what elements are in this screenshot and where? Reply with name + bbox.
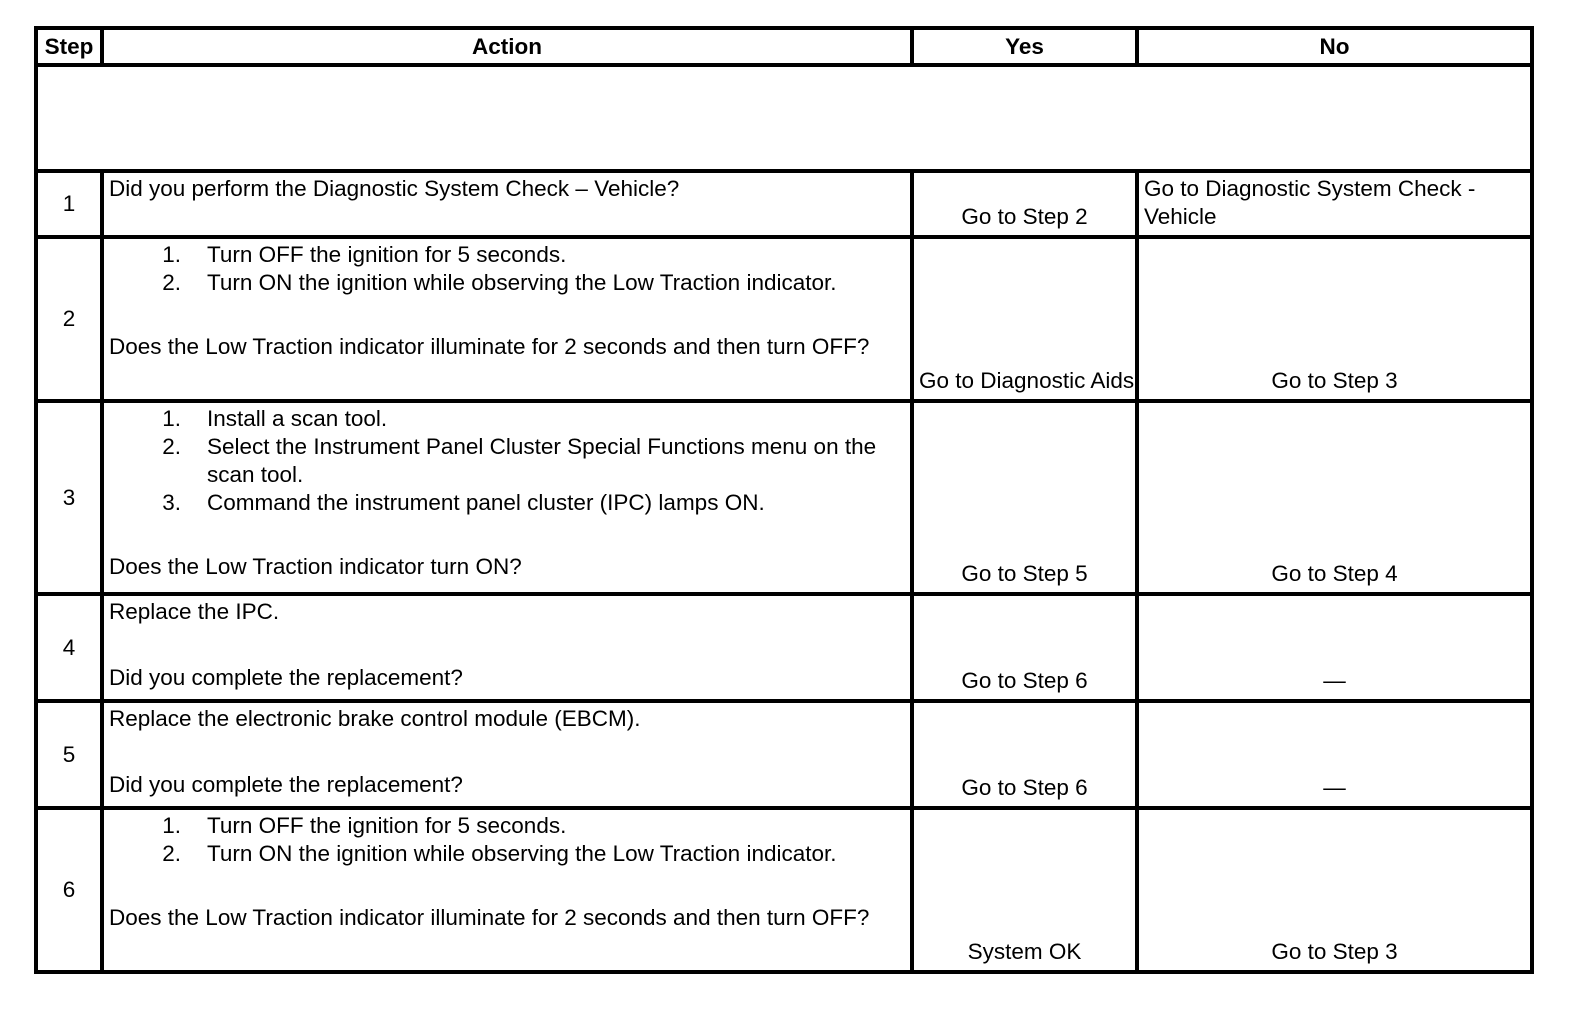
diagnostic-table — [34, 26, 1534, 974]
no-cell: Go to Step 3 — [1137, 237, 1532, 401]
action-cell — [102, 808, 912, 972]
step-number: 3 — [36, 401, 102, 594]
no-cell: — — [1137, 594, 1532, 701]
action-text: Replace the IPC. — [109, 599, 280, 624]
yes-cell: Go to Step 5 — [912, 401, 1137, 594]
action-cell — [102, 401, 912, 594]
table-row — [36, 808, 1532, 972]
action-question: Does the Low Traction indicator illuminate for 2 seconds and then turn OFF? — [109, 334, 870, 359]
table-row — [36, 594, 1532, 701]
action-steps — [109, 812, 906, 868]
action-question: Did you complete the replacement? — [109, 772, 463, 797]
action-question: Did you complete the replacement? — [109, 665, 463, 690]
action-question: Does the Low Traction indicator turn ON? — [109, 554, 522, 579]
list-item: 1. Install a scan tool. — [162, 406, 388, 431]
header-no: No — [1137, 28, 1532, 65]
list-item: 1. Turn OFF the ignition for 5 seconds. — [162, 813, 567, 838]
header-action: Action — [102, 28, 912, 65]
table-row — [36, 401, 1532, 594]
step-number: 6 — [36, 808, 102, 972]
list-item: 1. Turn OFF the ignition for 5 seconds. — [162, 242, 567, 267]
list-item: 2. Turn ON the ignition while observing the Low Traction indicator. — [162, 841, 837, 866]
no-cell: Go to Step 4 — [1137, 401, 1532, 594]
yes-cell: Go to Diagnostic Aids — [912, 237, 1137, 401]
header-step: Step — [36, 28, 102, 65]
action-cell — [102, 237, 912, 401]
action-text: Did you perform the Diagnostic System Check – Vehicle? — [109, 176, 680, 201]
action-cell — [102, 594, 912, 701]
table-row — [36, 171, 1532, 237]
no-cell: — — [1137, 701, 1532, 808]
yes-cell: Go to Step 6 — [912, 594, 1137, 701]
action-question: Does the Low Traction indicator illuminate for 2 seconds and then turn OFF? — [109, 905, 870, 930]
action-text: Replace the electronic brake control module (EBCM). — [109, 706, 641, 731]
yes-cell: System OK — [912, 808, 1137, 972]
blank-row — [36, 65, 1532, 171]
step-number: 2 — [36, 237, 102, 401]
no-cell: Go to Step 3 — [1137, 808, 1532, 972]
action-steps — [109, 405, 906, 517]
step-number: 5 — [36, 701, 102, 808]
list-item: 2. Turn ON the ignition while observing the Low Traction indicator. — [162, 270, 837, 295]
table-row — [36, 237, 1532, 401]
action-steps — [109, 241, 906, 297]
no-cell: Go to Diagnostic System Check - Vehicle — [1137, 171, 1532, 237]
header-yes: Yes — [912, 28, 1137, 65]
step-number: 1 — [36, 171, 102, 237]
header-row — [36, 28, 1532, 65]
step-number: 4 — [36, 594, 102, 701]
list-item: 2. Select the Instrument Panel Cluster Special Functions menu on the scan tool. — [162, 434, 877, 487]
yes-cell: Go to Step 6 — [912, 701, 1137, 808]
list-item: 3. Command the instrument panel cluster (IPC) lamps ON. — [162, 490, 765, 515]
yes-cell: Go to Step 2 — [912, 171, 1137, 237]
action-cell — [102, 171, 912, 237]
table-row — [36, 701, 1532, 808]
action-cell — [102, 701, 912, 808]
